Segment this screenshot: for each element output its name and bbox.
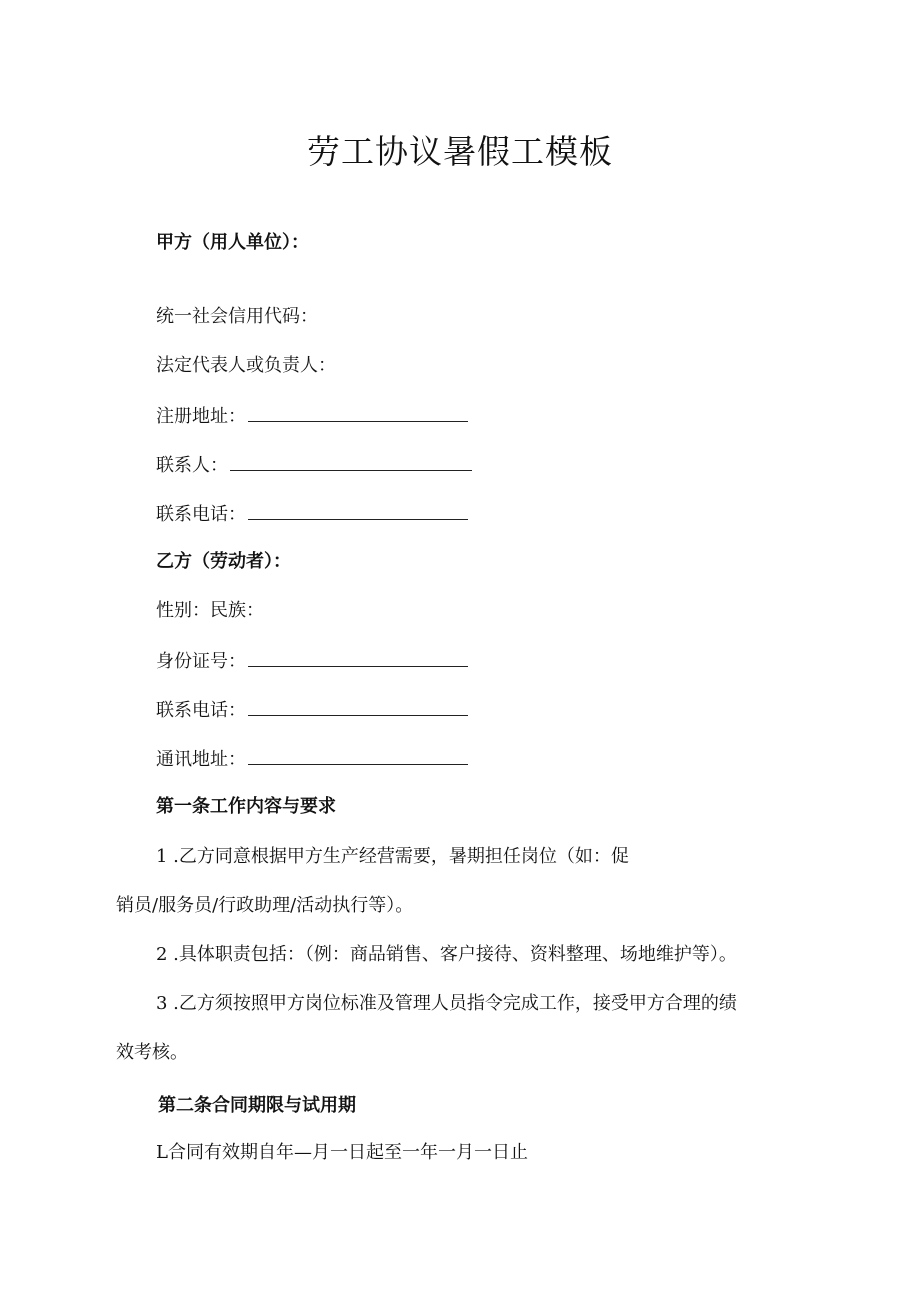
article1-item3-line2: 效考核。 xyxy=(116,1042,188,1063)
article1-item3-line1: 3 .乙方须按照甲方岗位标准及管理人员指令完成工作，接受甲方合理的绩 xyxy=(156,993,737,1014)
credit-code-label: 统一社会信用代码： xyxy=(156,306,318,327)
mailing-address-row xyxy=(156,746,468,772)
mailing-address-label: 通讯地址： xyxy=(156,749,246,770)
registered-address-label: 注册地址： xyxy=(156,406,246,427)
party-a-phone-row xyxy=(156,501,468,527)
id-number-label: 身份证号： xyxy=(156,651,246,672)
document-title: 劳工协议暑假工模板 xyxy=(307,132,613,171)
article1-item1-line2: 销员/服务员/行政助理/活动执行等）。 xyxy=(116,895,414,916)
article2-heading: 第二条合同期限与试用期 xyxy=(158,1095,356,1116)
contact-person-label: 联系人： xyxy=(156,455,228,476)
contact-person-row xyxy=(156,452,472,478)
party-b-phone-label: 联系电话： xyxy=(156,700,246,721)
contact-person-blank[interactable] xyxy=(230,452,472,471)
id-number-row xyxy=(156,648,468,674)
registered-address-blank[interactable] xyxy=(248,403,468,422)
registered-address-row xyxy=(156,403,468,429)
article1-heading: 第一条工作内容与要求 xyxy=(156,796,336,817)
article1-item2: 2 .具体职责包括：（例：商品销售、客户接待、资料整理、场地维护等）。 xyxy=(156,944,737,965)
article1-item1-line1: 1 .乙方同意根据甲方生产经营需要，暑期担任岗位（如：促 xyxy=(156,846,629,867)
party-a-phone-label: 联系电话： xyxy=(156,504,246,525)
party-a-heading: 甲方（用人单位）： xyxy=(156,232,309,253)
article2-item1: L合同有效期自年—月一日起至一年一月一日止 xyxy=(156,1142,528,1163)
party-b-heading: 乙方（劳动者）： xyxy=(156,551,291,572)
gender-ethnic-label: 性别：民族： xyxy=(156,600,264,621)
legal-rep-label: 法定代表人或负责人： xyxy=(156,355,336,376)
mailing-address-blank[interactable] xyxy=(248,746,468,765)
party-b-phone-row xyxy=(156,697,468,723)
id-number-blank[interactable] xyxy=(248,648,468,667)
party-a-phone-blank[interactable] xyxy=(248,501,468,520)
party-b-phone-blank[interactable] xyxy=(248,697,468,716)
